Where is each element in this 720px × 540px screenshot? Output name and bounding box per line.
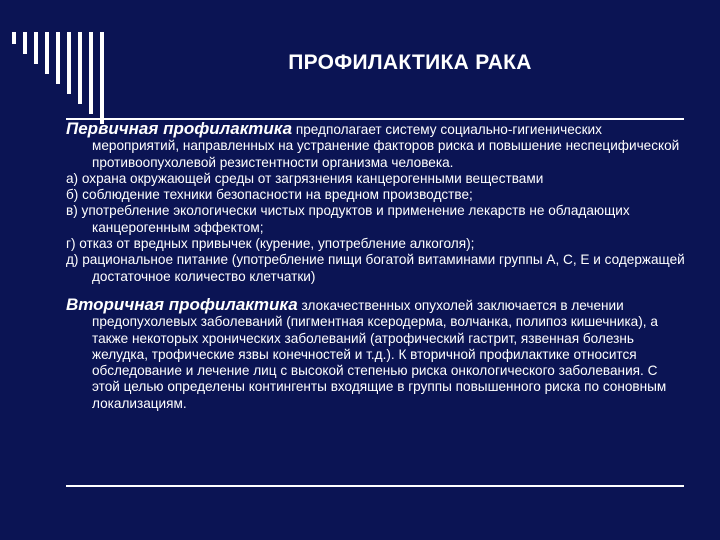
slide-content xyxy=(66,121,686,412)
slide-title: ПРОФИЛАКТИКА РАКА xyxy=(288,51,532,74)
decor-bar xyxy=(23,32,27,54)
primary-prevention-paragraph xyxy=(66,121,686,171)
decor-bar xyxy=(12,32,16,44)
decor-bar xyxy=(56,32,60,84)
secondary-prevention-heading: Вторичная профилактика xyxy=(66,294,298,314)
primary-item-c: в) употребление экологически чистых продуктов и применение лекарств не обладающих канцерогенным эффектом; xyxy=(66,203,630,235)
primary-item-d: г) отказ от вредных привычек (курение, употребление алкоголя); xyxy=(66,236,475,252)
decor-bar xyxy=(67,32,71,94)
decorative-bars xyxy=(12,32,132,124)
decor-bar xyxy=(45,32,49,74)
primary-item-e: д) рациональное питание (употребление пищи богатой витаминами группы А, С, Е и содержащей достаточное количество клетчатки) xyxy=(66,252,685,284)
decor-bar xyxy=(78,32,82,104)
secondary-prevention-text: злокачественных опухолей заключается в лечении предопухолевых заболеваний (пигментная ксеродерма, волчанка, полипоз кишечника), а также некоторых хронических заболеваний (атрофический гастрит, язвенная болезнь желудка, трофические язвы конечностей и т.д.). К вторичной профилактике относится обследование и лечение лиц с высокой степенью риска онкологического заболевания. С этой целью определены контингенты входящие в группы повышенного риска по соновным локализациям. xyxy=(92,297,667,411)
secondary-prevention-paragraph xyxy=(66,294,686,412)
primary-prevention-text: предполагает систему социально-гигиенических мероприятий, направленных на устранение факторов риска и повышение неспецифической противоопухолевой резистентности организма человека. xyxy=(92,122,680,170)
decor-bar xyxy=(34,32,38,64)
primary-item-b: б) соблюдение техники безопасности на вредном производстве; xyxy=(66,187,473,203)
primary-item-a: а) охрана окружающей среды от загрязнения канцерогенными веществами xyxy=(66,170,544,186)
decor-bar xyxy=(89,32,93,114)
bottom-divider xyxy=(66,485,684,487)
decor-bar xyxy=(100,32,104,124)
primary-prevention-heading: Первичная профилактика xyxy=(66,119,293,138)
